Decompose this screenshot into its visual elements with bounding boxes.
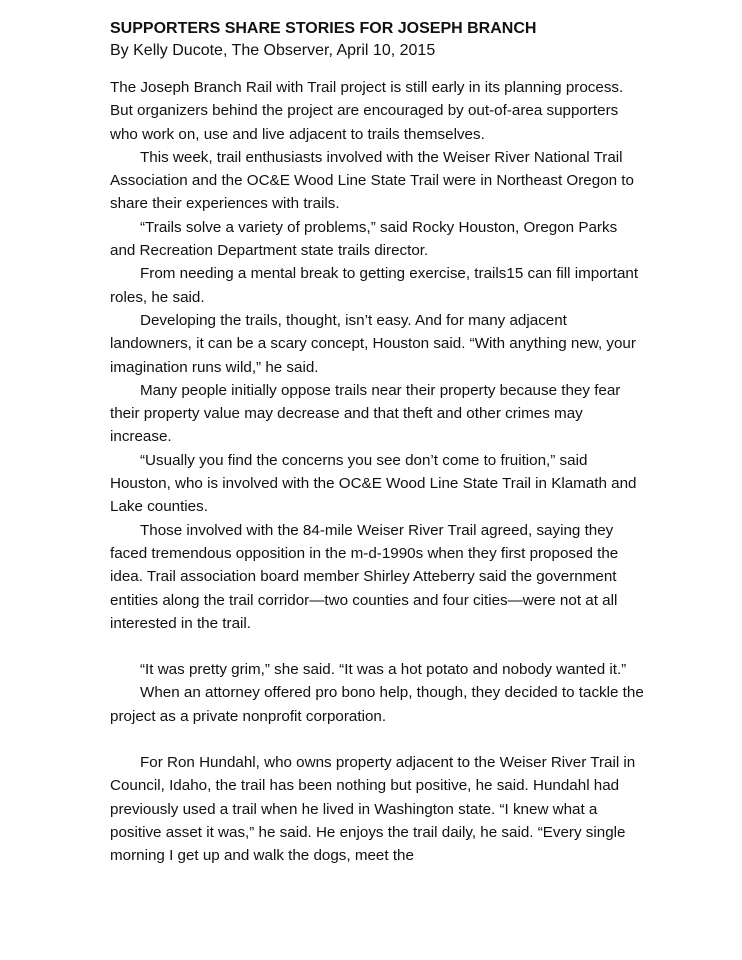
article-paragraph: For Ron Hundahl, who owns property adjacent to the Weiser River Trail in Council, Idaho, the trail has been nothing but positive, he said. Hundahl had previously used a trail when he lived in Washington state. “I knew what a positive asset it was,” he said. He enjoys the trail daily, he said. “Every single morning I get up and walk the dogs, meet the bbox=[110, 754, 636, 865]
article-paragraph: Those involved with the 84-mile Weiser River Trail agreed, saying they faced tremendous opposition in the m-d-1990s when they first proposed the idea. Trail association board member Shirley Atteberry said the government entities along the trail corridor—two counties and four cities—were not at all interested in the trail. bbox=[110, 521, 619, 632]
article-paragraph: “Trails solve a variety of problems,” said Rocky Houston, Oregon Parks and Recreation Department state trails director. bbox=[110, 218, 618, 260]
article-paragraph: The Joseph Branch Rail with Trail project is still early in its planning process. But organizers behind the project are encouraged by out-of-area supporters who work on, use and live adjacent to trails themselves. bbox=[110, 79, 624, 143]
article-body bbox=[110, 76, 646, 868]
article-paragraph: This week, trail enthusiasts involved with the Weiser River National Trail Association and the OC&E Wood Line State Trail were in Northeast Oregon to share their experiences with trails. bbox=[110, 148, 634, 213]
article-paragraph: “Usually you find the concerns you see don’t come to fruition,” said Houston, who is involved with the OC&E Wood Line State Trail in Klamath and Lake counties. bbox=[110, 451, 637, 516]
article-paragraph: Developing the trails, thought, isn’t easy. And for many adjacent landowners, it can be a scary concept, Houston said. “With anything new, your imagination runs wild,” he said. bbox=[110, 311, 636, 376]
article-byline: By Kelly Ducote, The Observer, April 10, 2015 bbox=[110, 42, 436, 59]
article-headline: SUPPORTERS SHARE STORIES FOR JOSEPH BRANCH bbox=[110, 20, 537, 37]
article-paragraph: Many people initially oppose trails near their property because they fear their property value may decrease and that theft and other crimes may increase. bbox=[110, 381, 621, 446]
article-paragraph: “It was pretty grim,” she said. “It was a hot potato and nobody wanted it.” bbox=[140, 661, 627, 679]
article-paragraph: When an attorney offered pro bono help, though, they decided to tackle the project as a private nonprofit corporation. bbox=[110, 684, 644, 725]
article-paragraph: From needing a mental break to getting exercise, trails15 can fill important roles, he said. bbox=[110, 265, 639, 306]
